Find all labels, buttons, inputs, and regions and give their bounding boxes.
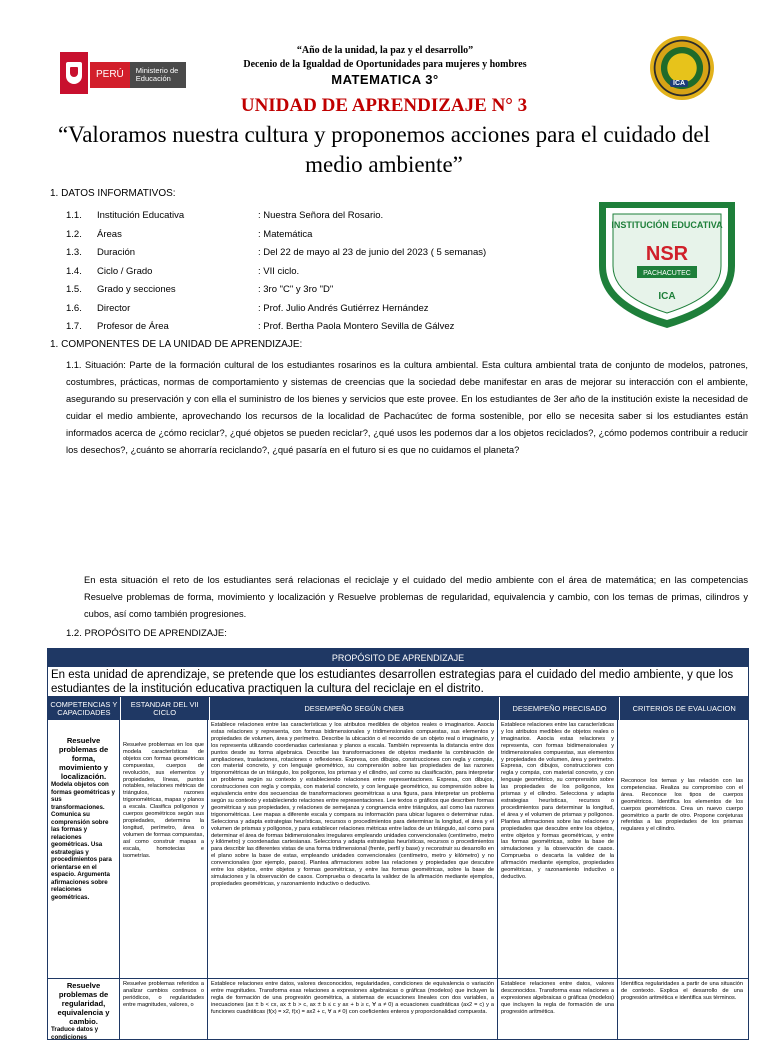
datos-num: 1.4. bbox=[66, 265, 82, 277]
cneb-cell: Establece relaciones entre datos, valores desconocidos, regularidades, condiciones de equivalencia o variación entre magnitudes. Transforma esas relaciones a expresiones algebraicas o gráficas (modelos) que incluyen la regla de formación de una progresión geométrica, a sistemas de ecuaciones lineales con dos variables, a inecuaciones (ax ± b < cx, ax ± b > c, ax ± b ≤ c y ax + b ≥ c, ∀ a ≠ 0) a ecuaciones cuadráticas (ax2 = c) y a funciones cuadráticas (f(x) = x2, f(x) = ax2 + c, ∀ a ≠ 0) con coeficientes enteros y proporcionalidad compuesta. bbox=[208, 979, 498, 1039]
table-intro: En esta unidad de aprendizaje, se pretende que los estudiantes desarrollen estrategias para el cuidado del medio ambiente, y que los estudiantes de la institución educativa practiquen la cultura del reciclaje en el distrito. bbox=[48, 667, 748, 697]
datos-label: Grado y secciones bbox=[97, 284, 176, 295]
criterios-cell: Reconoce los temas y las relación con las competencias. Realiza su compromiso con el área. Reconoce los tipos de cuerpos geométricos. Identifica los elementos de los cuerpos geométricos. Crea un nuevo cuerpo geométrico a partir de otro. Propone conjeturas referidas a las propiedades de los prismas regulares y el cilindro. bbox=[621, 778, 743, 833]
competencia-text: Resuelve problemas de forma, movimiento y localización. bbox=[58, 736, 109, 781]
datos-row bbox=[0, 303, 590, 317]
criterios-cell: Identifica regularidades a partir de una situación de contexto. Explica el desarrollo de una progresión aritmética e identifica sus términos. bbox=[621, 981, 743, 1001]
datos-label: Director bbox=[97, 302, 131, 314]
datos-num: 1.3. bbox=[66, 247, 82, 258]
datos-label: Institución Educativa bbox=[97, 210, 185, 221]
competencia-cell bbox=[48, 979, 120, 1039]
competencia-cell bbox=[48, 720, 120, 978]
col-desempeno-cneb: DESEMPEÑO SEGÚN CNEB bbox=[210, 697, 500, 720]
datos-value: : Prof. Bertha Paola Montero Sevilla de Gálvez bbox=[258, 321, 455, 332]
datos-value: : Del 22 de mayo al 23 de junio del 2023 ( 5 semanas) bbox=[258, 247, 487, 258]
datos-value: : Matemática bbox=[258, 228, 313, 240]
datos-num: 1.6. bbox=[66, 302, 82, 314]
emblem-label: ICA bbox=[670, 80, 688, 87]
estandar-cell: Resuelve problemas en los que modela características de objetos con formas geométricas compuestas, cuerpos de revolución, sus elementos y propiedades, líneas, puntos notables, relaciones métricas de triángulos, razones trigonométricas, mapas y planos a escala. Clasifica polígonos y cuerpos geométricos según sus propiedades, determina la longitud, perímetro, área o volumen de formas compuestas, así como construir mapas a escala, homotecias e isometrías. bbox=[120, 720, 208, 978]
datos-row bbox=[0, 247, 590, 261]
datos-row bbox=[0, 266, 590, 280]
seal-top-text: INSTITUCIÓN EDUCATIVA bbox=[611, 220, 723, 230]
proposito-table bbox=[47, 648, 749, 1040]
datos-num: 1.2. bbox=[66, 228, 82, 240]
competencia-text: Resuelve problemas de regularidad, equivalencia y cambio. bbox=[57, 981, 110, 1026]
datos-num: 1.1. bbox=[66, 210, 82, 221]
col-criterios: CRITERIOS DE EVALUACION bbox=[632, 703, 736, 713]
datos-row bbox=[0, 210, 590, 224]
estandar-cell: Resuelve problemas referidos a analizar cambios continuos o periódicos, o regularidades entre magnitudes, valores, o bbox=[120, 979, 208, 1039]
precisado-cell: Establece relaciones entre las características y los atributos medibles de objetos reales o imaginarios. Asocia estas relaciones y representa, con formas bidimensionales y tridimensionales compuestas, sus elementos y propiedades de volumen, área y perímetro. Expresa, con dibujos, construcciones con regla y compás, con material concreto, y con lenguaje geométrico, su comprensión sobre las propiedades de los polígonos, los prismas y el cilindro. Selecciona y adapta estrategias heurísticas, recursos o procedimientos para determinar la longitud, el área y el volumen de prismas y polígonos. Plantea afirmaciones sobre las relaciones y propiedades que descubre entre los objetos, entre objetos y formas geométricas, y entre las formas geométricas, sobre la base de simulaciones y la observación de casos. Comprueba o descarta la validez de la afirmación mediante ejemplos, propiedades geométricas, y razonamiento inductivo o deductivo. bbox=[498, 720, 618, 978]
cneb-cell: Establece relaciones entre las características y los atributos medibles de objetos reales o imaginarios. Asocia estas relaciones y representa, con formas bidimensionales y tridimensionales compuestas, sus elementos y propiedades de volumen, área y perímetro. Describe la ubicación o el recorrido de un objeto real o imaginario, y los representa utilizando coordenadas cartesianas y planos a escala. También representa la distancia entre dos puntos desde su forma algebraica. Describe las transformaciones de objetos mediante la combinación de ampliaciones, traslaciones, rotaciones o reflexiones. Expresa, con dibujos, construcciones con regla y compás, con material concreto, y con lenguaje geométrico, su comprensión sobre las propiedades de las razones trigonométricas de un triángulo, los polígonos, los prismas y el cilindro, así como su clasificación, para interpretar un problema según su contexto y estableciendo relaciones entre representaciones. Expresa, con dibujos, construcciones con regla y compás, con material concreto, y con lenguaje geométrico, su comprensión sobre la equivalencia entre dos secuencias de transformaciones geométricas a una figura, para interpretar un problema según su contexto y estableciendo relaciones entre representaciones. Lee textos o gráficos que describen formas geométricas y sus propiedades, y relaciones de semejanza y congruencia entre triángulos, así como las razones trigonométricas. Lee mapas a diferente escala y compara su información para ubicar lugares o determinar rutas. Selecciona y adapta estrategias heurísticas, recursos o procedimientos para determinar la longitud, el área y el volumen de prismas y polígonos, y para establecer relaciones métricas entre lados de un triángulo, así como para determinar el área de formas bidimensionales irregulares empleando unidades convencionales (centímetro, metro y kilómetro) y coordenadas cartesianas. Selecciona y adapta estrategias heurísticas, recursos o procedimientos para describir las diferentes vistas de una forma tridimensional (frente, perfil y base) y reconstruir su desarrollo en el plano sobre la base de estas, empleando unidades convencionales (centímetro, metro y kilómetro) y no convencionales (por ejemplo, pasos). Plantea afirmaciones sobre las relaciones y propiedades que descubre entre los objetos, entre objetos y formas geométricas, y entre las formas geométricas, sobre la base de simulaciones y la observación de casos. Comprueba o descarta la validez de la afirmación mediante ejemplos, propiedades geométricas, y razonamiento inductivo o deductivo. bbox=[208, 720, 498, 978]
table-title: PROPÓSITO DE APRENDIZAJE bbox=[48, 649, 748, 667]
table-header-row bbox=[48, 697, 748, 720]
reto-paragraph: En esta situación el reto de los estudiantes será relacionas el reciclaje y el cuidado del medio ambiente con el área de matemática; en las competencias Resuelve problemas de forma, movimiento y localización y Resuelve problemas de regularidad, equivalencia y cambio, con los temas de primas, cilindros y cubos, así como también progresiones. bbox=[84, 575, 748, 619]
seal-logo-text: NSR bbox=[645, 243, 689, 265]
datos-num: 1.7. bbox=[66, 321, 82, 332]
datos-row bbox=[0, 321, 590, 335]
situacion-paragraph: 1.1. Situación: Parte de la formación cultural de los estudiantes rosarinos es la cultura ambiental. Esta cultura ambiental trata de conjunto de modelos, patrones, costumbres, prácticas, normas de comportamiento y sistemas de creencias que la sociedad debe manifestar en aras de mejorar su interacción con el ambiente, asegurando su preservación y con ella el suministro de los bienes y servicios que este provee. En los estudiantes de 3er año de la institución existe la necesidad de cuidar el medio ambiente, aprovechando los recursos de la localidad de Pachacútec de forma sostenible, por ello se necesita saber si los estudiantes están informados acerca de ¿cómo reciclar?, ¿qué objetos se pueden reciclar?, ¿qué usos les podemos dar a los objetos reciclados?, ¿cómo podemos contribuir a reducir los desechos?, ¿cuánto se ahorraría reciclando?, ¿qué pasaría en el futuro si es que no cuidamos el planeta? bbox=[66, 360, 748, 455]
ministry-name-label: Ministerio de Educación bbox=[130, 62, 186, 88]
table-row bbox=[48, 979, 748, 1039]
datos-value: : Prof. Julio Andrés Gutiérrez Hernández bbox=[258, 302, 429, 314]
decade-motto: Decenio de la Igualdad de Oportunidades para mujeres y hombres bbox=[243, 59, 527, 70]
capacidades-text: Traduce datos y condiciones bbox=[51, 1026, 99, 1039]
peru-coat-of-arms-icon bbox=[60, 52, 88, 94]
datos-row bbox=[0, 229, 590, 243]
school-seal-icon bbox=[591, 196, 743, 331]
unit-title: UNIDAD DE APRENDIZAJE N° 3 bbox=[240, 95, 528, 116]
datos-value: : 3ro "C" y 3ro "D" bbox=[258, 284, 334, 295]
main-title: “Valoramos nuestra cultura y proponemos acciones para el cuidado del medio ambiente” bbox=[57, 122, 711, 177]
datos-label: Áreas bbox=[97, 228, 122, 240]
proposito-heading: 1.2. PROPÓSITO DE APRENDIZAJE: bbox=[66, 628, 227, 639]
col-desempeno-precisado: DESEMPEÑO PRECISADO bbox=[500, 697, 621, 720]
datos-heading: 1. DATOS INFORMATIVOS: bbox=[50, 188, 176, 199]
precisado-cell: Establece relaciones entre datos, valores desconocidos. Transforma esas relaciones a expresiones algebraicas o gráficas (modelos) que incluyen la regla de formación de una progresión aritmética. bbox=[498, 979, 618, 1039]
datos-label: Duración bbox=[97, 247, 136, 258]
school-emblem-icon bbox=[650, 36, 714, 100]
datos-value: : VII ciclo. bbox=[258, 265, 300, 277]
datos-num: 1.5. bbox=[66, 284, 82, 295]
ministry-peru-label: PERÚ bbox=[90, 62, 130, 88]
datos-value: : Nuestra Señora del Rosario. bbox=[258, 210, 384, 221]
header-text bbox=[210, 44, 560, 72]
componentes-heading: 1. COMPONENTES DE LA UNIDAD DE APRENDIZAJE: bbox=[50, 339, 303, 350]
datos-row bbox=[0, 284, 590, 298]
col-competencias: COMPETENCIAS Y CAPACIDADES bbox=[48, 697, 121, 720]
datos-label: Profesor de Área bbox=[97, 321, 169, 332]
datos-label: Ciclo / Grado bbox=[97, 265, 153, 277]
table-row bbox=[48, 720, 748, 979]
course-title: MATEMATICA 3° bbox=[331, 72, 439, 87]
year-motto: “Año de la unidad, la paz y el desarrollo” bbox=[296, 45, 474, 56]
col-estandar: ESTANDAR DEL VII CICLO bbox=[121, 697, 210, 720]
ministry-logo bbox=[90, 62, 186, 88]
capacidades-text: Modela objetos con formas geométricas y sus transformaciones. Comunica su comprensión sobre las formas y relaciones geométricas. Usa estrategias y procedimientos para orientarse en el espacio. Argumenta afirmaciones sobre relaciones geométricas. bbox=[51, 781, 115, 901]
seal-town-text: PACHACUTEC bbox=[643, 270, 691, 277]
seal-city-text: ICA bbox=[658, 291, 676, 302]
